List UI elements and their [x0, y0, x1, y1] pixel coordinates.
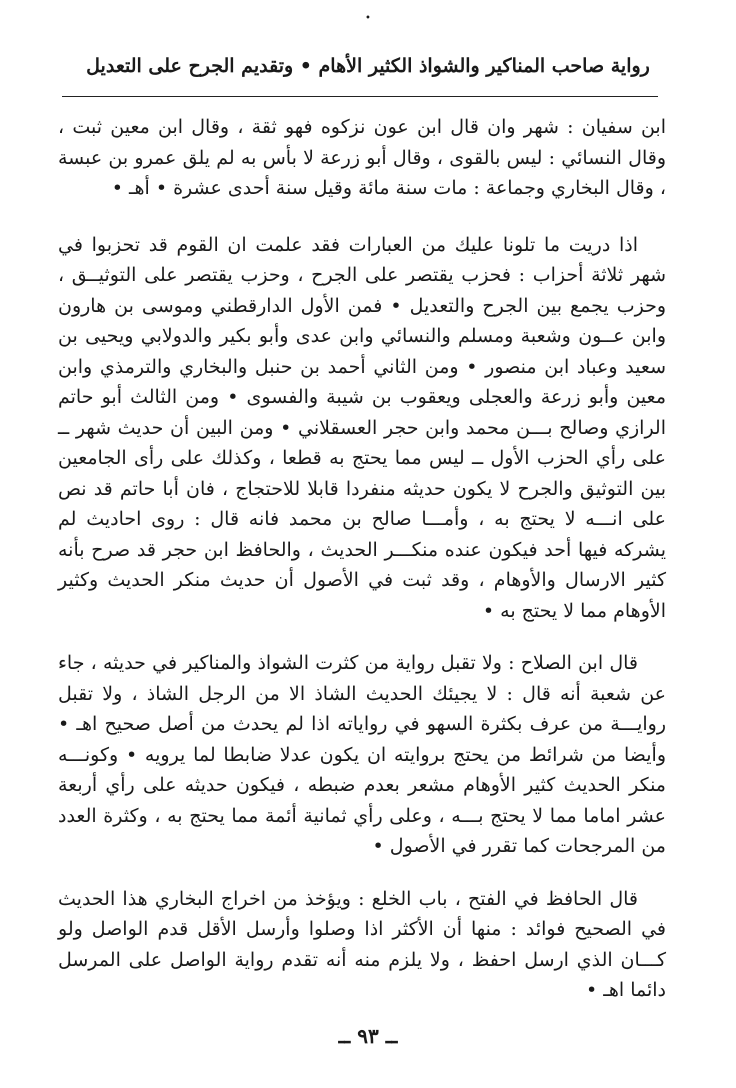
paragraph-1: ابن سفيان : شهر وان قال ابن عون نزكوه فهو ثقة ، وقال ابن معين ثبت ، وقال النسائي : ليس بالقوى ، وقال أبو زرعة لا بأس به لم يلق عمرو بن عبسة ، وقال البخاري وجماعة : مات سنة مائة وقيل سنة أحدى عشرة • أهـ •: [58, 116, 666, 199]
running-header: رواية صاحب المناكير والشواذ الكثير الأهام • وتقديم الجرح على التعديل: [86, 55, 650, 77]
header-divider: [62, 96, 658, 97]
body-text: [58, 112, 666, 1006]
paragraph-3: قال ابن الصلاح : ولا تقبل رواية من كثرت الشواذ والمناكير في حديثه ، جاء عن شعبة أنه قال : لا يجيئك الحديث الشاذ الا من الرجل الشاذ ، ولا تقبل روايـــة من عرف بكثرة السهو في رواياته اذا لم يحدث من أصل صحيح اهـ • وأيضا من شرائط من يحتج بروايته ان يكون عدلا ضابطا لما يرويه • وكونـــه منكر الحديث كثير الأوهام مشعر بعدم ضبطه ، فيكون حديثه على رأي أربعة عشر اماما مما لا يحتج بـــه ، وعلى رأي ثمانية أئمة مما يحتج به ، وكثرة العدد من المرجحات كما تقرر في الأصول •: [58, 652, 666, 857]
paragraph-4: قال الحافظ في الفتح ، باب الخلع : ويؤخذ من اخراج البخاري هذا الحديث في الصحيح فوائد : منها أن الأكثر اذا وصلوا وأرسل الأقل قدم الواصل ولو كـــان الذي ارسل احفظ ، ولا يلزم منه أنه تقدم رواية الواصل على المرسل دائما اهـ •: [58, 887, 666, 1001]
paragraph-2: اذا دريت ما تلونا عليك من العبارات فقد علمت ان القوم قد تحزبوا في شهر ثلاثة أحزاب : فحزب يقتصر على الجرح ، وحزب يقتصر على التوثيــق ، وحزب يجمع بين الجرح والتعديل • فمن الأول الدارقطني وموسى بن هارون وابن عــون وشعبة ومسلم والنسائي وابن عدى وأبو بكير والدولابي ويحيى بن سعيد وعباد ابن منصور • ومن الثاني أحمد بن حنبل والبخاري والترمذي وابن معين وأبو زرعة والعجلى ويعقوب بن شيبة والفسوى • ومن الثالث أبو حاتم الرازي وصالح بـــن محمد وابن حجر العسقلاني • ومن البين أن حديث شهر ــ على رأي الحزب الأول ــ ليس مما يحتج به قطعا ، وكذلك على رأى الجامعين بين التوثيق والجرح لا يكون حديثه منفردا قابلا للاحتجاج ، فان أبا حاتم قد نص على انـــه لا يحتج به ، وأمـــا صالح بن محمد فانه قال : روى احاديث لم يشركه فيها أحد فيكون عنده منكـــر الحديث ، والحافظ ابن حجر قد صرح بأنه كثير الارسال والأوهام ، وقد ثبت في الأصول أن حديث منكر الحديث وكثير الأوهام مما لا يحتج به •: [58, 233, 666, 622]
top-dot-mark: •: [365, 13, 371, 24]
page-number: ــ ٩٣ ــ: [338, 1024, 398, 1048]
